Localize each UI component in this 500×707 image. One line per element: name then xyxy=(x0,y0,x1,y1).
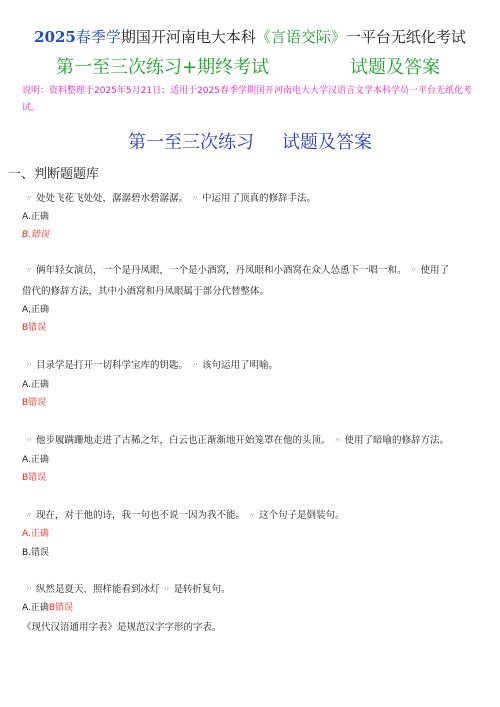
question-4-text: 他步履蹒跚地走进了古稀之年，白云也正渐渐地开始笼罩在他的头顶。 xyxy=(36,435,331,446)
title-mid: 期国开河南电大本科 xyxy=(120,28,256,46)
question-3-tail: 该句运用了明喻。 xyxy=(202,360,279,371)
question-3-option-a: A.正确 xyxy=(22,380,49,390)
question-5-option-a: A.正确 xyxy=(22,529,49,539)
question-1-option-b: B.错误 xyxy=(22,230,50,240)
quote-mark-icon: 〃 xyxy=(25,361,33,370)
question-3-text: 目录学是打开一切科学宝库的钥匙。 xyxy=(36,360,189,371)
question-5 xyxy=(22,507,345,521)
section-heading-right: 试题及答案 xyxy=(282,132,372,153)
title-tail: 一平台无纸化考试 xyxy=(345,28,466,46)
quote-mark-icon: 〃 xyxy=(191,361,200,370)
question-6 xyxy=(22,581,231,595)
title-course: 《言语交际》 xyxy=(255,28,346,46)
question-2-option-a: A,正确 xyxy=(22,305,50,315)
question-6-tail: 是转折复句。 xyxy=(173,584,231,595)
question-4 xyxy=(22,432,449,446)
quote-mark-icon: 〃 xyxy=(248,511,257,520)
question-1-text: 处处飞花飞处处，潺潺碧水碧潺潺。 xyxy=(36,193,189,204)
question-1-tail: 中运用了顶真的修辞手法。 xyxy=(202,193,317,204)
section-heading xyxy=(0,128,500,154)
question-6-text: 纵然是夏天，照样能看到冰灯 xyxy=(36,584,160,595)
question-4-option-b: B错误 xyxy=(22,473,47,483)
question-4-option-a: A.正确 xyxy=(22,455,49,465)
question-6-option-a: A.正确 xyxy=(22,603,49,613)
section-heading-left: 第一至三次练习 xyxy=(128,132,254,153)
question-2-text: 俩年轻女演员，一个是丹凤眼，一个是小酒窝，丹凤眼和小酒窝在众人怂恿下一唱一和。 xyxy=(36,265,407,276)
title-season: 春季学 xyxy=(75,28,121,46)
question-4-tail: 使用了暗喻的修辞方法。 xyxy=(344,435,450,446)
question-2-option-b: B错误 xyxy=(22,323,47,333)
quote-mark-icon: 〃 xyxy=(25,511,33,520)
title-year: 2025 xyxy=(34,28,76,46)
question-5-option-b: B.错误 xyxy=(22,548,50,558)
question-1-option-a: A.正确 xyxy=(22,212,49,222)
question-3-option-b: B错误 xyxy=(22,398,47,408)
question-1 xyxy=(22,190,316,204)
question-2-line2: 借代的修辞方法，其中小酒窝和丹凤眼属于部分代替整体。 xyxy=(22,286,270,297)
quote-mark-icon: 〃 xyxy=(333,436,342,445)
quote-mark-icon: 〃 xyxy=(191,194,200,203)
question-3 xyxy=(22,357,278,371)
quote-mark-icon: 〃 xyxy=(25,585,33,594)
question-6-options xyxy=(22,600,73,613)
description-note: 说明：资料整理于2025年5月21日；适用于2025春季学期国开河南电大大学汉语言文学本科学员一平台无纸化考试。 xyxy=(22,86,472,113)
question-5-text: 现在，对于他的诗，我一句也不说一因为我不能。 xyxy=(36,510,246,521)
part-title: 一、判断题题库 xyxy=(8,167,100,182)
trailing-question: 《现代汉语通用字表》是规范汉字字形的字表。 xyxy=(22,622,222,633)
subtitle-left: 第一至三次练习+期终考试 xyxy=(56,57,270,78)
subtitle-right: 试题及答案 xyxy=(350,57,440,78)
question-6-option-b: B错误 xyxy=(48,603,74,613)
question-2-tail: 使用了 xyxy=(420,265,450,276)
quote-mark-icon: 〃 xyxy=(409,266,418,275)
quote-mark-icon: 〃 xyxy=(25,194,33,203)
question-2 xyxy=(22,262,449,276)
quote-mark-icon: 〃 xyxy=(25,266,33,275)
question-5-tail: 这个句子是倒装句。 xyxy=(259,510,345,521)
quote-mark-icon: 〃 xyxy=(25,436,33,445)
quote-mark-icon: 〃 xyxy=(162,585,171,594)
document-title xyxy=(0,26,500,47)
